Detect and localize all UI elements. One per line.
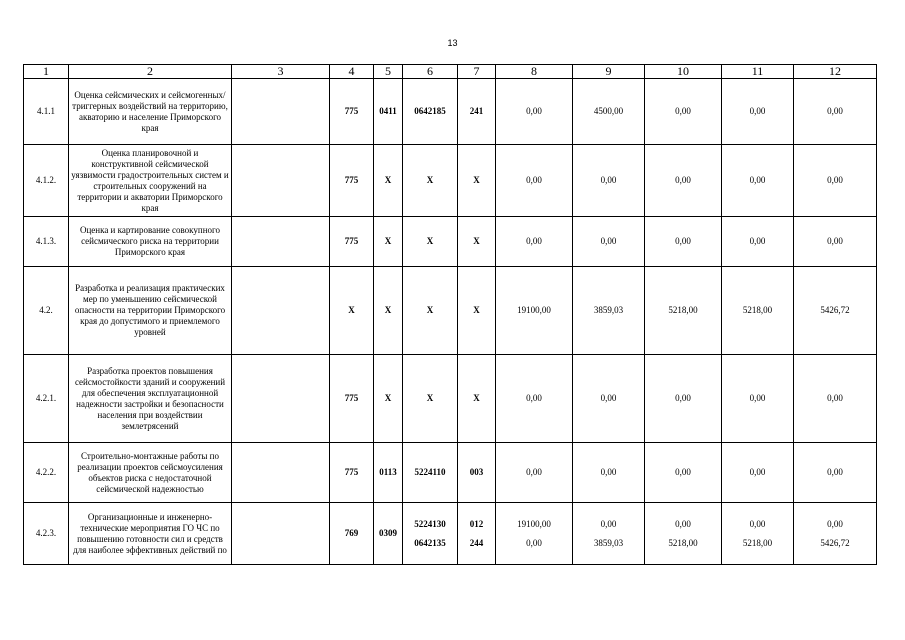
col-7-cell: X — [458, 145, 496, 217]
col-11-cell — [722, 503, 794, 565]
col-6-cell: X — [403, 355, 458, 443]
col-3-cell — [232, 355, 330, 443]
split-values — [647, 511, 719, 557]
col-7-cell: X — [458, 355, 496, 443]
table-row — [24, 267, 877, 355]
col-7-cell — [458, 503, 496, 565]
column-header: 10 — [645, 65, 722, 79]
col-5-cell: X — [374, 217, 403, 267]
activity-name: Оценка планировочной и конструктивной сейсмической уязвимости градостроительных систем и строительных сооружений на территории и акватории Приморского края — [69, 145, 232, 217]
table-row — [24, 145, 877, 217]
split-value: 0,00 — [827, 518, 843, 529]
col-10-cell: 0,00 — [645, 355, 722, 443]
col-7-cell: X — [458, 217, 496, 267]
col-9-cell: 0,00 — [573, 145, 645, 217]
col-5-cell: 0309 — [374, 503, 403, 565]
col-8-cell — [496, 503, 573, 565]
col-5-cell: X — [374, 267, 403, 355]
split-values — [724, 511, 791, 557]
col-6-cell: 0642185 — [403, 79, 458, 145]
col-5-cell: X — [374, 145, 403, 217]
split-values — [575, 511, 642, 557]
column-header: 7 — [458, 65, 496, 79]
row-number: 4.2. — [24, 267, 69, 355]
col-3-cell — [232, 267, 330, 355]
col-6-cell: X — [403, 217, 458, 267]
col-12-cell: 0,00 — [794, 145, 877, 217]
col-10-cell: 5218,00 — [645, 267, 722, 355]
col-8-cell: 0,00 — [496, 355, 573, 443]
col-9-cell — [573, 503, 645, 565]
column-header: 8 — [496, 65, 573, 79]
col-4-cell: 775 — [330, 145, 374, 217]
split-value: 012 — [469, 518, 484, 529]
col-10-cell: 0,00 — [645, 145, 722, 217]
column-header: 6 — [403, 65, 458, 79]
row-number: 4.2.2. — [24, 443, 69, 503]
col-8-cell: 0,00 — [496, 79, 573, 145]
col-4-cell: 775 — [330, 443, 374, 503]
col-11-cell: 0,00 — [722, 145, 794, 217]
col-5-cell: 0113 — [374, 443, 403, 503]
table-row — [24, 217, 877, 267]
col-8-cell: 0,00 — [496, 217, 573, 267]
split-value: 5224130 — [414, 518, 446, 529]
table-row — [24, 443, 877, 503]
split-value: 5218,00 — [742, 537, 773, 548]
row-number: 4.2.3. — [24, 503, 69, 565]
row-number: 4.2.1. — [24, 355, 69, 443]
column-header: 11 — [722, 65, 794, 79]
split-value: 5426,72 — [820, 537, 850, 548]
col-5-cell: 0411 — [374, 79, 403, 145]
col-3-cell — [232, 503, 330, 565]
col-4-cell: 775 — [330, 217, 374, 267]
col-9-cell: 0,00 — [573, 217, 645, 267]
col-9-cell: 3859,03 — [573, 267, 645, 355]
table-row — [24, 79, 877, 145]
split-value: 0,00 — [749, 518, 766, 529]
split-value: 0,00 — [600, 518, 617, 529]
col-6-cell — [403, 503, 458, 565]
col-8-cell: 0,00 — [496, 443, 573, 503]
row-number: 4.1.1 — [24, 79, 69, 145]
col-9-cell: 0,00 — [573, 443, 645, 503]
row-number: 4.1.3. — [24, 217, 69, 267]
col-8-cell: 19100,00 — [496, 267, 573, 355]
col-3-cell — [232, 145, 330, 217]
split-value: 19100,00 — [517, 518, 551, 529]
col-4-cell: 769 — [330, 503, 374, 565]
col-10-cell: 0,00 — [645, 79, 722, 145]
activity-name: Оценка и картирование совокупного сейсмического риска на территории Приморского края — [69, 217, 232, 267]
col-4-cell: 775 — [330, 355, 374, 443]
col-12-cell: 0,00 — [794, 79, 877, 145]
split-value: 244 — [469, 537, 484, 548]
split-value: 3859,03 — [593, 537, 624, 548]
split-values — [498, 511, 570, 557]
col-12-cell: 0,00 — [794, 443, 877, 503]
col-6-cell: 5224110 — [403, 443, 458, 503]
col-11-cell: 0,00 — [722, 355, 794, 443]
col-10-cell: 0,00 — [645, 217, 722, 267]
col-11-cell: 0,00 — [722, 217, 794, 267]
split-value: 0,00 — [526, 537, 542, 548]
col-11-cell: 0,00 — [722, 443, 794, 503]
col-6-cell: X — [403, 267, 458, 355]
split-values — [796, 511, 874, 557]
col-12-cell: 0,00 — [794, 355, 877, 443]
col-3-cell — [232, 217, 330, 267]
column-header: 12 — [794, 65, 877, 79]
activity-name: Строительно-монтажные работы по реализации проектов сейсмоусиления объектов риска с недостаточной сейсмической надежностью — [69, 443, 232, 503]
header-row — [24, 65, 877, 79]
col-3-cell — [232, 443, 330, 503]
col-12-cell: 0,00 — [794, 217, 877, 267]
col-10-cell: 0,00 — [645, 443, 722, 503]
col-8-cell: 0,00 — [496, 145, 573, 217]
activity-name: Организационные и инженерно-технические мероприятия ГО ЧС по повышению готовности сил и средств для наиболее эффективных действий по — [69, 503, 232, 565]
split-value: 0,00 — [675, 518, 691, 529]
split-value: 0642135 — [414, 537, 446, 548]
budget-table — [23, 64, 877, 565]
col-7-cell: 003 — [458, 443, 496, 503]
table-row — [24, 503, 877, 565]
activity-name: Разработка и реализация практических мер по уменьшению сейсмической опасности на территории Приморского края до допустимого и приемлемого уровней — [69, 267, 232, 355]
table-row — [24, 355, 877, 443]
activity-name: Оценка сейсмических и сейсмогенных/триггерных воздействий на территорию, акваторию и население Приморского края — [69, 79, 232, 145]
col-7-cell: X — [458, 267, 496, 355]
column-header: 1 — [24, 65, 69, 79]
col-12-cell — [794, 503, 877, 565]
col-12-cell: 5426,72 — [794, 267, 877, 355]
split-values — [405, 511, 455, 557]
col-9-cell: 0,00 — [573, 355, 645, 443]
column-header: 5 — [374, 65, 403, 79]
col-6-cell: X — [403, 145, 458, 217]
column-header: 2 — [69, 65, 232, 79]
col-4-cell: X — [330, 267, 374, 355]
col-11-cell: 0,00 — [722, 79, 794, 145]
col-9-cell: 4500,00 — [573, 79, 645, 145]
column-header: 3 — [232, 65, 330, 79]
page-number: 13 — [447, 38, 458, 48]
col-3-cell — [232, 79, 330, 145]
row-number: 4.1.2. — [24, 145, 69, 217]
activity-name: Разработка проектов повышения сейсмостойкости зданий и сооружений для обеспечения эксплуатационной надежности застройки и безопасности населения при воздействии землетрясений — [69, 355, 232, 443]
col-7-cell: 241 — [458, 79, 496, 145]
split-value: 5218,00 — [668, 537, 698, 548]
col-4-cell: 775 — [330, 79, 374, 145]
col-11-cell: 5218,00 — [722, 267, 794, 355]
col-5-cell: X — [374, 355, 403, 443]
col-10-cell — [645, 503, 722, 565]
split-values — [460, 511, 493, 557]
column-header: 9 — [573, 65, 645, 79]
column-header: 4 — [330, 65, 374, 79]
